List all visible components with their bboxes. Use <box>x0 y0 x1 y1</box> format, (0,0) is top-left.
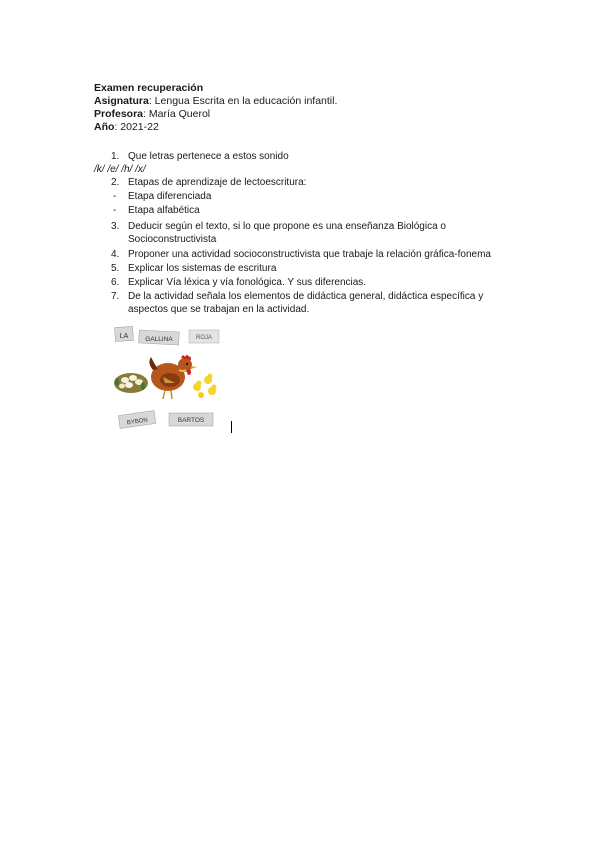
year-value: : 2021-22 <box>114 121 159 133</box>
svg-text:GALLINA: GALLINA <box>145 336 173 343</box>
chicks <box>193 374 217 399</box>
document-page: Examen recuperación Asignatura: Lengua Escrita en la educación infantil. Profesora: María Querol Año: 2021-22 1. Que letras pertenece a estos sonido /k/ /e/ /h/ /x/ 2. Etapas de aprendizaje de lectoescritura: - Etapa diferenciada - Etapa alfabética 3. Deducir según el texto, si lo que propone es una enseñanza Biológica o Socioconstructivista 4. Proponer una actividad socioconstructivista que trabaje la relación gráfica-fonema 5. Explicar los sistemas de escritura 6. Explicar Vía léxica y vía fonológica. Y sus diferencias. 7. De la actividad señala los elementos de didáctica general, didáctica específica y aspectos que se trabajan en la actividad. LA GALLINA ROJA BYBON BARTOS <box>0 0 600 848</box>
subject-line <box>94 95 337 108</box>
teacher-label: Profesora <box>94 108 144 120</box>
hen-activity-illustration <box>113 325 223 431</box>
word-card-roja <box>189 330 219 343</box>
word-card-bartos <box>169 413 213 426</box>
nest-with-eggs <box>114 373 148 393</box>
teacher-line <box>94 108 210 121</box>
subject-value: : Lengua Escrita en la educación infantil. <box>148 95 338 107</box>
word-card-gallina <box>139 330 180 345</box>
word-card-la <box>115 326 134 341</box>
exam-title: Examen recuperación <box>94 82 204 94</box>
svg-text:BARTOS: BARTOS <box>177 417 205 424</box>
year-label: Año <box>94 121 115 133</box>
text-cursor <box>231 421 232 433</box>
teacher-value: : María Querol <box>143 108 211 120</box>
svg-text:LA: LA <box>119 333 129 340</box>
phonemes: /k/ /e/ /h/ /x/ <box>94 164 146 175</box>
hen-figure <box>149 355 197 399</box>
svg-text:BYBON: BYBON <box>126 417 149 427</box>
year-line <box>94 121 159 134</box>
word-card-bybon <box>118 411 155 429</box>
subject-label: Asignatura <box>94 95 149 107</box>
svg-text:ROJA: ROJA <box>195 335 213 341</box>
